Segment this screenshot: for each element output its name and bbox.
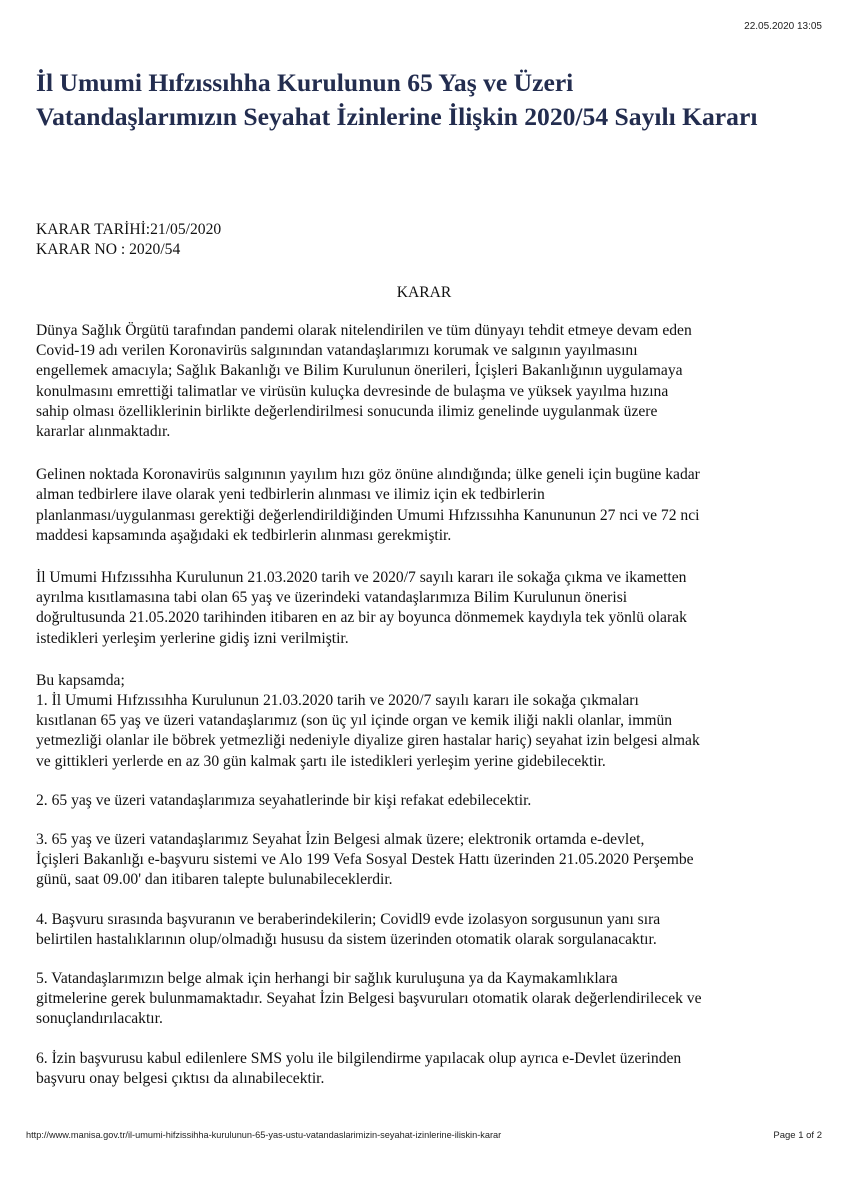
paragraph: İl Umumi Hıfzıssıhha Kurulunun 21.03.2020 tarih ve 2020/7 sayılı kararı ile sokağa çıkma ve ikametten ayrılma kısıtlamasına tabi olan 65 yaş ve üzerindeki vatandaşlarımıza Bilim Kurulunun önerisi doğrultusunda 21.05.2020 tarihinden itibaren en az bir ay boyunca dönmemek kaydıyla tek yönlü olarak istedikleri yerleşim yerlerine gidiş izni verilmiştir. <box>36 569 687 647</box>
list-item: 1. İl Umumi Hıfzıssıhha Kurulunun 21.03.2020 tarih ve 2020/7 sayılı kararı ile sokağa çıkmaları kısıtlanan 65 yaş ve üzeri vatandaşlarımız (son üç yıl içinde organ ve kemik iliği nakli olanlar, immün yetmezliği olanlar ile böbrek yetmezliği nedeniyle diyalize giren hastalar hariç) seyahat izin belgesi almak ve gittikleri yerlerde en az 30 gün kalmak şartı ile istedikleri yerleşim yerine gidebilecektir. <box>36 692 700 770</box>
decision-body <box>36 321 826 1109</box>
list-item: 3. 65 yaş ve üzeri vatandaşlarımız Seyahat İzin Belgesi almak üzere; elektronik ortamda e-devlet, İçişleri Bakanlığı e-başvuru sistemi ve Alo 199 Vefa Sosyal Destek Hattı üzerinden 21.05.2020 Perşembe günü, saat 09.00' dan itibaren talepte bulunabileceklerdir. <box>36 831 694 889</box>
decision-date: KARAR TARİHİ:21/05/2020 <box>36 221 222 238</box>
decision-meta <box>36 220 221 260</box>
document-title: İl Umumi Hıfzıssıhha Kurulunun 65 Yaş ve Üzeri Vatandaşlarımızın Seyahat İzinlerine İlişkin 2020/54 Sayılı Kararı <box>36 68 758 131</box>
list-intro: Bu kapsamda; <box>36 671 125 689</box>
list-item: 6. İzin başvurusu kabul edilenlere SMS yolu ile bilgilendirme yapılacak olup ayrıca e-Devlet üzerinden başvuru onay belgesi çıktısı da alınabilecektir. <box>36 1049 682 1087</box>
page-number: Page 1 of 2 <box>773 1130 822 1141</box>
list-item: 2. 65 yaş ve üzeri vatandaşlarımıza seyahatlerinde bir kişi refakat edebilecektir. <box>36 791 532 809</box>
decision-heading: KARAR <box>396 284 452 301</box>
decision-number: KARAR NO : 2020/54 <box>36 241 181 258</box>
paragraph: Dünya Sağlık Örgütü tarafından pandemi olarak nitelendirilen ve tüm dünyayı tehdit etmeye devam eden Covid-19 adı verilen Koronavirüs salgınından vatandaşlarımızı korumak ve salgının yayılmasını engellemek amacıyla; Sağlık Bakanlığı ve Bilim Kurulunun önerileri, İçişleri Bakanlığının uygulamaya konulmasını emrettiği talimatlar ve virüsün kuluçka devresinde de bulaşma ve yüksek yayılma hızına sahip olması özelliklerinin birlikte değerlendirilmesi sonucunda ilimiz genelinde uygulanmak üzere kararlar alınmaktadır. <box>36 322 692 441</box>
print-timestamp: 22.05.2020 13:05 <box>744 21 822 32</box>
list-item: 4. Başvuru sırasında başvuranın ve beraberindekilerin; Covidl9 evde izolasyon sorgusunun yanı sıra belirtilen hastalıklarının olup/olmadığı hususu da sistem üzerinden otomatik olarak sorgulanacaktır. <box>36 910 661 948</box>
source-url: http://www.manisa.gov.tr/il-umumi-hifzissihha-kurulunun-65-yas-ustu-vatandaslarimizin-seyahat-izinlerine-iliskin-karar <box>26 1130 502 1140</box>
list-item: 5. Vatandaşlarımızın belge almak için herhangi bir sağlık kuruluşuna ya da Kaymakamlıklara gitmelerine gerek bulunmamaktadır. Seyahat İzin Belgesi başvuruları otomatik olarak değerlendirilecek ve sonuçlandırılacaktır. <box>36 970 702 1028</box>
paragraph: Gelinen noktada Koronavirüs salgınının yayılım hızı göz önüne alındığında; ülke geneli için bugüne kadar alman tedbirlere ilave olarak yeni tedbirlerin alınması ve ilimiz için ek tedbirlerin planlanması/uygulanması gerektiği değerlendirildiğinden Umumi Hıfzıssıhha Kanununun 27 nci ve 72 nci maddesi kapsamında aşağıdaki ek tedbirlerin alınması gerekmiştir. <box>36 466 700 544</box>
